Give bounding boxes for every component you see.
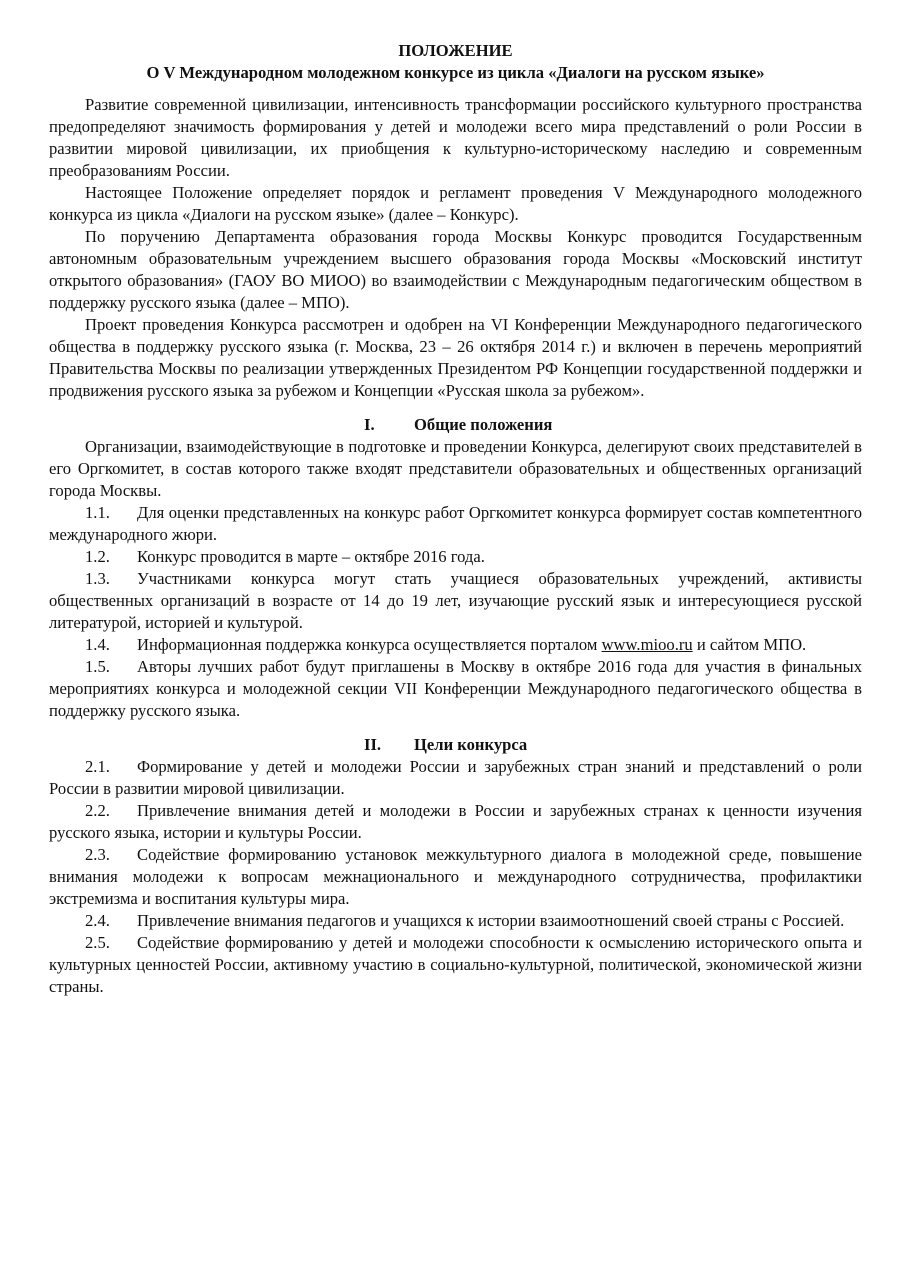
list-item-1-2 (49, 546, 862, 568)
list-item-1-5 (49, 656, 862, 722)
item-number: 2.3. (85, 845, 110, 864)
document-page (49, 40, 862, 998)
item-text-before: Информационная поддержка конкурса осуществляется порталом (137, 635, 602, 654)
section-2-heading (49, 734, 862, 756)
item-text: Авторы лучших работ будут приглашены в Москву в октябре 2016 года для участия в финальных мероприятиях конкурса и молодежной секции VII Конференции Международного педагогического общества в поддержку русского языка. (49, 657, 862, 720)
item-number: 1.3. (85, 569, 110, 588)
section-2-title: Цели конкурса (414, 735, 528, 754)
item-number: 1.5. (85, 657, 110, 676)
list-item-1-1 (49, 502, 862, 546)
section-2-number: II. (364, 735, 382, 754)
item-text: Содействие формированию установок межкультурного диалога в молодежной среде, повышение внимания молодежи к вопросам межнационального и международного сотрудничества, профилактики экстремизма и воспитания культуры мира. (49, 845, 862, 908)
list-item-1-4 (49, 634, 862, 656)
item-text: Для оценки представленных на конкурс работ Оргкомитет конкурса формирует состав компетентного международного жюри. (49, 503, 862, 544)
intro-paragraph-3: По поручению Департамента образования города Москвы Конкурс проводится Государственным автономным образовательным учреждением высшего образования города Москвы «Московский институт открытого образования» (ГАОУ ВО МИОО) во взаимодействии с Международным педагогическим обществом в поддержку русского языка (далее – МПО). (49, 227, 862, 312)
section-1-title: Общие положения (414, 415, 553, 434)
intro-paragraph-2: Настоящее Положение определяет порядок и регламент проведения V Международного молодежного конкурса из цикла «Диалоги на русском языке» (далее – Конкурс). (49, 183, 862, 224)
item-number: 2.4. (85, 911, 110, 930)
list-item-2-1 (49, 756, 862, 800)
section-1-number: I. (364, 415, 375, 434)
document-subtitle: О V Международном молодежном конкурсе из цикла «Диалоги на русском языке» (146, 63, 765, 82)
item-text: Содействие формированию у детей и молодежи способности к осмыслению исторического опыта и культурных ценностей России, активному участию в социально-культурной, политической, экономической жизни страны. (49, 933, 862, 996)
item-number: 1.1. (85, 503, 110, 522)
item-number: 1.4. (85, 635, 110, 654)
list-item-2-2 (49, 800, 862, 844)
item-text: Участниками конкурса могут стать учащиеся образовательных учреждений, активисты общественных организаций в возрасте от 14 до 19 лет, изучающие русский язык и интересующиеся русской литературой, историей и культурой. (49, 569, 862, 632)
item-text: Привлечение внимания детей и молодежи в России и зарубежных странах к ценности изучения русского языка, истории и культуры России. (49, 801, 862, 842)
item-number: 2.1. (85, 757, 110, 776)
list-item-2-5 (49, 932, 862, 998)
list-item-2-4 (49, 910, 862, 932)
item-text: Привлечение внимания педагогов и учащихся к истории взаимоотношений своей страны с Россией. (137, 911, 845, 930)
document-title: ПОЛОЖЕНИЕ (398, 41, 513, 60)
item-number: 2.5. (85, 933, 110, 952)
intro-paragraph-1: Развитие современной цивилизации, интенсивность трансформации российского культурного пространства предопределяют значимость формирования у детей и молодежи всего мира представлений о роли России в развитии мировой цивилизации, их приобщения к культурно-историческому наследию и современным преобразованиям России. (49, 95, 862, 180)
list-item-1-3 (49, 568, 862, 634)
mioo-link[interactable]: www.mioo.ru (601, 635, 693, 654)
section-1-intro: Организации, взаимодействующие в подготовке и проведении Конкурса, делегируют своих представителей в его Оргкомитет, в состав которого также входят представители образовательных и общественных организаций города Москвы. (49, 437, 862, 500)
item-number: 2.2. (85, 801, 110, 820)
list-item-2-3 (49, 844, 862, 910)
item-number: 1.2. (85, 547, 110, 566)
item-text: Формирование у детей и молодежи России и зарубежных стран знаний и представлений о роли России в развитии мировой цивилизации. (49, 757, 862, 798)
item-text-after: и сайтом МПО. (692, 635, 807, 654)
section-1-heading (49, 414, 862, 436)
intro-paragraph-4: Проект проведения Конкурса рассмотрен и одобрен на VI Конференции Международного педагогического общества в поддержку русского языка (г. Москва, 23 – 26 октября 2014 г.) и включен в перечень мероприятий Правительства Москвы по реализации утвержденных Президентом РФ Концепции государственной поддержки и продвижения русского языка за рубежом и Концепции «Русская школа за рубежом». (49, 315, 862, 400)
item-text: Конкурс проводится в марте – октябре 2016 года. (137, 547, 485, 566)
